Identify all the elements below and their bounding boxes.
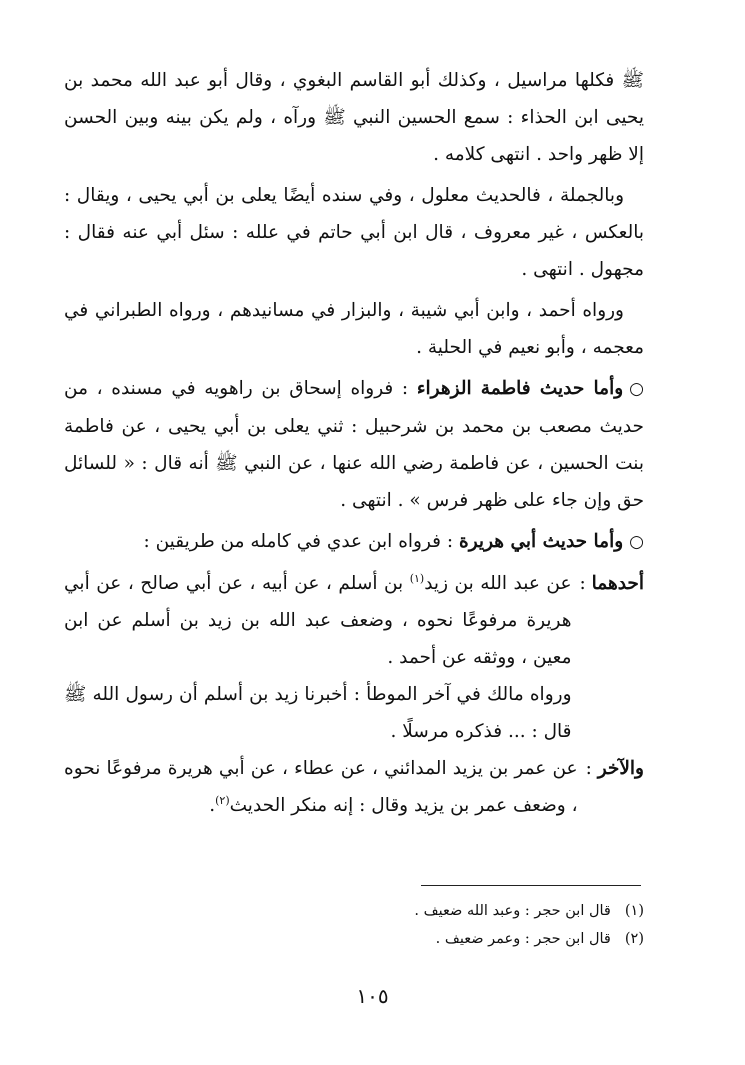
footnote-2-text: قال ابن حجر : وعمر ضعيف .: [435, 931, 611, 947]
route-1-malik: ورواه مالك في آخر الموطأ : أخبرنا زيد بن أسلم أن رسول الله ﷺ قال : ... فذكره مرسلًا .: [64, 684, 572, 742]
paragraph-3: ورواه أحمد ، وابن أبي شيبة ، والبزار في مسانيدهم ، ورواه الطبراني في معجمه ، وأبو نعيم في الحلية .: [64, 300, 644, 358]
route-1-label-colon: :: [579, 573, 592, 594]
route-2-label: [586, 750, 644, 787]
route-1: [64, 565, 644, 750]
circle-bullet-icon: ○: [629, 532, 644, 552]
route-2-body: [64, 750, 578, 824]
route-1-text-before-note: عن عبد الله بن زيد: [424, 573, 572, 594]
route-2-text-after-note: .: [209, 795, 216, 816]
circle-bullet-icon: ○: [629, 379, 644, 399]
section-text-fatima: : فرواه إسحاق بن راهويه في مسنده ، من حديث مصعب بن محمد بن شرحبيل : ثني يعلى بن أبي يحيى ، عن فاطمة بنت الحسين ، عن فاطمة رضي الله عنها ، عن النبي ﷺ أنه قال : « للسائل حق وإن جاء على ظهر فرس » . انتهى .: [64, 378, 644, 511]
footnote-1: [64, 897, 644, 925]
section-heading-abu-hurayra: وأما حديث أبي هريرة: [459, 531, 624, 552]
footnote-2-number: (٢): [624, 931, 644, 947]
footnote-separator: [421, 885, 641, 886]
route-1-text-after-note: بن أسلم ، عن أبيه ، عن أبي صالح ، عن أبي هريرة مرفوعًا نحوه ، وضعف عبد الله بن زيد بن أسلم عن ابن معين ، ووثقه عن أحمد .: [64, 573, 572, 668]
footnote-1-number: (١): [624, 903, 644, 919]
route-2-label-text: والآخر: [597, 758, 644, 779]
route-1-body: [64, 565, 572, 750]
route-2: [64, 750, 644, 824]
route-1-text: [64, 565, 572, 676]
section-fatima: [64, 370, 644, 519]
route-2-label-colon: :: [585, 758, 598, 779]
paragraph-1: ﷺ فكلها مراسيل ، وكذلك أبو القاسم البغوي ، وقال أبو عبد الله محمد بن يحيى ابن الحذاء : سمع الحسين النبي ﷺ ورآه ، ولم يكن بينه وبين الحسن إلا ظهر واحد . انتهى كلامه .: [64, 70, 644, 165]
section-heading-fatima: وأما حديث فاطمة الزهراء: [416, 378, 624, 399]
paragraph-2: وبالجملة ، فالحديث معلول ، وفي سنده أيضًا يعلى بن أبي يحيى ، ويقال : بالعكس ، غير معروف ، قال ابن أبي حاتم في علله : سئل أبي عنه فقال : مجهول . انتهى .: [64, 185, 644, 280]
footnote-ref-2: (٢): [215, 793, 230, 807]
page-number: ١٠٥: [356, 984, 389, 1008]
route-1-label-text: أحدهما: [591, 573, 644, 594]
route-1-label: [580, 565, 645, 602]
section-abu-hurayra: [64, 523, 644, 561]
footnote-2: [64, 925, 644, 953]
main-text: [64, 62, 644, 824]
footnote-1-text: قال ابن حجر : وعبد الله ضعيف .: [414, 903, 611, 919]
footnotes: [64, 897, 644, 953]
route-2-text-before-note: عن عمر بن يزيد المدائني ، عن عطاء ، عن أبي هريرة مرفوعًا نحوه ، وضعف عمر بن يزيد وقال : إنه منكر الحديث: [64, 758, 578, 816]
section-text-abu-hurayra: : فرواه ابن عدي في كامله من طريقين :: [143, 531, 460, 552]
footnote-ref-1: (١): [409, 571, 425, 585]
route-2-text: [64, 750, 578, 824]
